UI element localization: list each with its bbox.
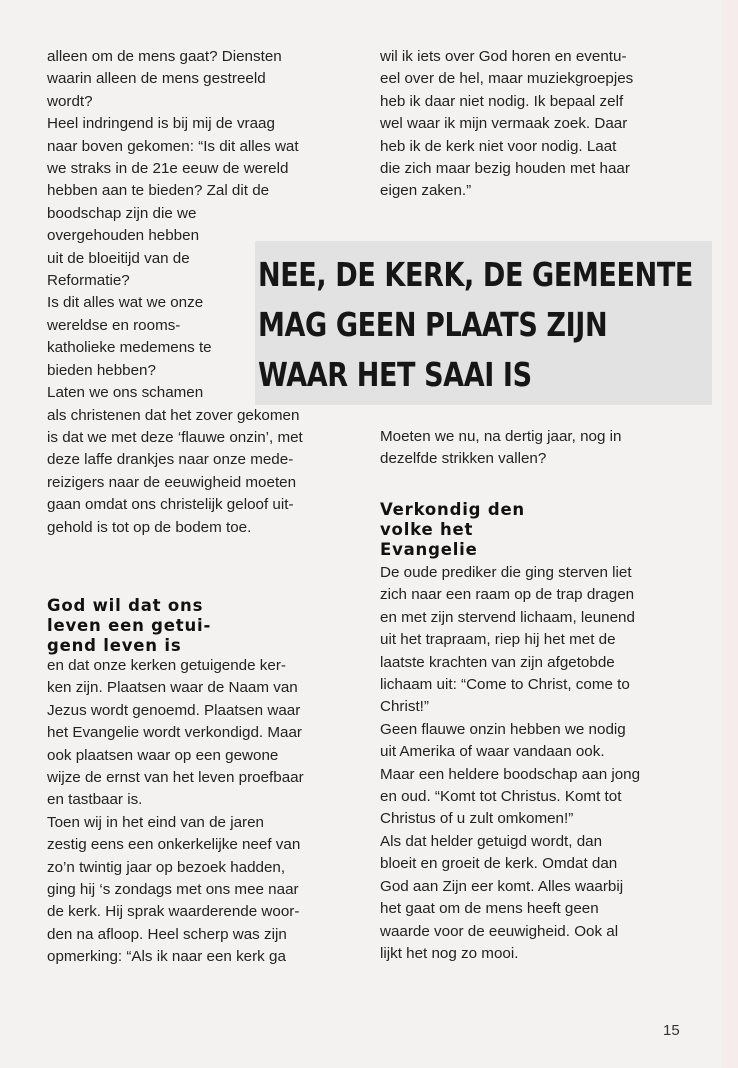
text-line: als christenen dat het zover gekomen [47,406,300,424]
text-line: deze laffe drankjes naar onze mede- [47,451,294,469]
text-line: Reformatie? [47,272,130,290]
text-line: lijkt het nog zo mooi. [380,944,519,962]
text-line: Is dit alles wat we onze [47,294,204,312]
text-line: opmerking: “Als ik naar een kerk ga [47,948,286,966]
text-line: wil ik iets over God horen en eventu- [380,48,627,65]
text-line: uit Amerika of waar vandaan ook. [380,743,605,761]
text-line: Christus of u zult omkomen!” [380,810,574,828]
heading-line: gend leven is [47,636,182,655]
left-section-heading [47,596,211,656]
text-line: het gaat om de mens heeft geen [380,900,599,918]
heading-line: God wil dat ons [47,596,204,615]
text-line: gehold is tot op de bodem toe. [47,518,252,536]
text-line: Christ!” [380,698,429,716]
heading-line: Evangelie [380,540,478,559]
pull-quote-line: WAAR HET SAAI IS [258,355,532,394]
text-line: heb ik de kerk niet voor nodig. Laat [380,137,617,155]
text-line: zich naar een raam op de trap dragen [380,586,635,604]
text-line: bieden hebben? [47,361,156,379]
heading-line: leven een getui- [47,616,212,635]
text-line: hebben aan te bieden? Zal dit de [47,182,270,200]
pull-quote [258,250,693,400]
text-line: en oud. “Komt tot Christus. Komt tot [380,788,622,806]
text-line: we straks in de 21e eeuw de wereld [47,160,289,178]
text-line: eigen zaken.” [380,182,472,200]
text-line: laatste krachten van zijn afgetobde [380,653,615,671]
text-line: waarin alleen de mens gestreeld [47,70,266,88]
left-column-body-2 [47,655,304,969]
text-line: en tastbaar is. [47,791,143,809]
text-line: Geen flauwe onzin hebben we nodig [380,720,626,738]
text-line: ook plaatsen waar op een gewone [47,746,279,764]
text-line: waarde voor de eeuwigheid. Ook al [380,922,619,940]
text-line: naar boven gekomen: “Is dit alles wat [47,137,299,155]
text-line: wordt? [47,92,93,110]
text-line: wereldse en rooms- [47,316,181,334]
text-line: die zich maar bezig houden met haar [380,160,630,178]
text-line: wel waar ik mijn vermaak zoek. Daar [380,115,628,133]
text-line: heb ik daar niet nodig. Ik bepaal zelf [380,92,624,110]
text-line: Toen wij in het eind van de jaren [47,813,264,831]
text-line: gaan omdat ons christelijk geloof uit- [47,496,294,514]
pull-quote-line: NEE, DE KERK, DE GEMEENTE [258,255,693,294]
text-line: boodschap zijn die we [47,204,197,222]
text-line: Maar een heldere boodschap aan jong [380,765,641,783]
right-column-body-3 [380,562,640,965]
text-line: katholieke medemens te [47,339,212,357]
text-line: den na afloop. Heel scherp was zijn [47,925,287,943]
text-line: en met zijn stervend lichaam, leunend [380,608,635,626]
text-line: zo’n twintig jaar op bezoek hadden, [47,858,286,876]
text-line: dezelfde strikken vallen? [380,450,547,468]
text-line: bloeit en groeit de kerk. Omdat dan [380,855,618,873]
text-line: lichaam uit: “Come to Christ, come to [380,676,630,694]
text-line: ken zijn. Plaatsen waar de Naam van [47,679,298,697]
right-section-heading [380,500,525,560]
text-line: uit het trapraam, riep hij het met de [380,631,616,649]
text-line: God aan Zijn eer komt. Alles waarbij [380,877,624,895]
right-column-body [380,46,633,203]
page-number: 15 [663,1022,680,1039]
text-line: het Evangelie wordt verkondigd. Maar [47,724,302,742]
text-line: Laten we ons schamen [47,384,204,402]
text-line: wijze de ernst van het leven proefbaar [47,769,304,787]
text-line: Moeten we nu, na dertig jaar, nog in [380,428,622,445]
text-line: eel over de hel, maar muziekgroepjes [380,70,634,88]
text-line: is dat we met deze ‘flauwe onzin’, met [47,428,303,446]
text-line: Heel indringend is bij mij de vraag [47,115,275,133]
text-line: Als dat helder getuigd wordt, dan [380,832,603,850]
text-line: uit de bloeitijd van de [47,249,190,267]
text-line: ging hij ‘s zondags met ons mee naar [47,881,299,899]
text-line: de kerk. Hij sprak waarderende woor- [47,903,300,921]
text-line: zestig eens een onkerkelijke neef van [47,836,301,854]
text-line: overgehouden hebben [47,227,200,245]
pull-quote-line: MAG GEEN PLAATS ZIJN [258,305,608,344]
text-line: De oude prediker die ging sterven liet [380,564,632,581]
heading-line: Verkondig den [380,500,525,519]
text-line: reizigers naar de eeuwigheid moeten [47,473,297,491]
text-line: en dat onze kerken getuigende ker- [47,657,286,674]
text-line: Jezus wordt genoemd. Plaatsen waar [47,701,301,719]
right-column-body-2 [380,426,621,471]
heading-line: volke het [380,520,474,539]
text-line: alleen om de mens gaat? Diensten [47,48,282,65]
page-edge [722,0,738,1068]
